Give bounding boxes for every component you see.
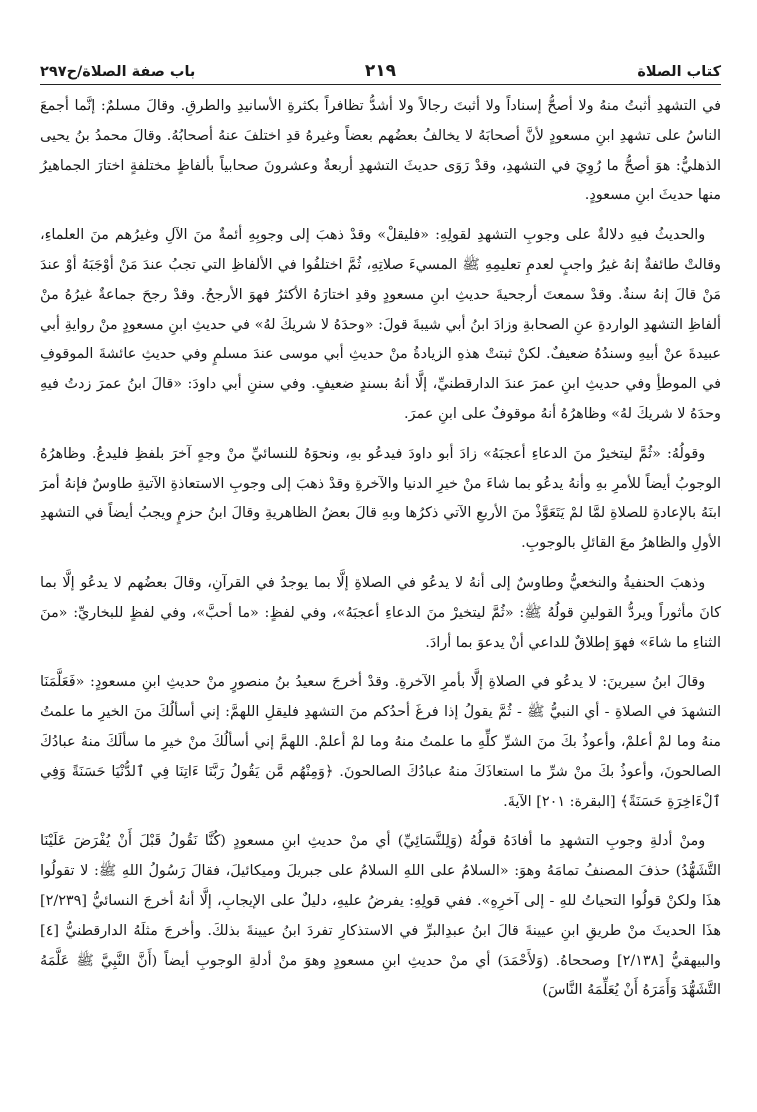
paragraph-1: في التشهدِ أثبتُ منهُ ولا أصحُّ إسناداً ولا أثبتَ رجالاً ولا أشدُّ تظافراً بكثرةِ الأسانيدِ والطرقِ. وقالَ مسلمٌ: إنَّما أجمعَ الناسُ على تشهدِ ابنِ مسعودٍ لأنَّ أصحابَهُ لا يخالفُ بعضُهم بعضاً وغيرهُ قدِ اختلفَ عنهُ أصحابُهُ. وقالَ محمدُ بنُ يحيى الذهليُّ: هوَ أصحُّ ما رُوِيَ في التشهدِ، وقدْ رَوَى حديثَ التشهدِ أربعةٌ وعشرونَ صحابياً بألفاظٍ مختلفةٍ اختارَ الجماهيرُ منها حديثَ ابنِ مسعودٍ.	[40, 98, 721, 204]
paragraph-6: ومنْ أدلةِ وجوبِ التشهدِ ما أفادَهُ قولُهُ (وَلِلنَّسَائِيِّ) أي منْ حديثِ ابنِ مسعودٍ (كُنَّا نَقُولُ قَبْلَ أَنْ يُفْرَضَ عَلَيْنَا التَّشَهُّدُ) حذفَ المصنفُ تمامَهُ وهوَ: «السلامُ على اللهِ السلامُ على جبريلَ وميكائيلَ، فقالَ رَسُولُ اللهِ ﷺ: لا تقولُوا هذَا ولكنْ قولُوا التحياتُ للهِ - إلى آخرِهِ». ففي قولِهِ: يفرضُ عليهِ، دليلٌ على الإيجابِ، إلَّا أنهُ أخرجَ النسائيُّ [٢/٢٣٩] هذَا الحديثَ منْ طريقِ ابنِ عيينةَ قالَ ابنُ عبدِالبرِّ في الاستذكارِ تفردَ ابنُ عيينةَ بذلكَ. وأخرجَ مثلَهُ الدارقطنيُّ [٤] والبيهقيُّ [٢/١٣٨] وصححاهُ. (وَلأَحْمَدَ) أي منْ حديثِ ابنِ مسعودٍ وهوَ منْ أدلةِ الوجوبِ أيضاً (أَنَّ النَّبِيَّ ﷺ عَلَّمَهُ التَّشَهُّدَ وَأَمَرَهُ أَنْ يُعَلِّمَهُ النَّاسَ)	[40, 833, 721, 999]
page-number: ٢١٩	[364, 61, 397, 81]
header-book-title: كتاب الصلاة	[637, 64, 721, 80]
paragraph-2: والحديثُ فيهِ دلالةٌ على وجوبِ التشهدِ لقولِهِ: «فليقلْ» وقدْ ذهبَ إلى وجوبِهِ أئمةٌ منَ الآلِ وغيرُهم منَ العلماءِ، وقالتْ طائفةٌ إنهُ غيرُ واجبٍ لعدمِ تعليمِهِ ﷺ المسيءَ صلاتِهِ، ثُمَّ اختلفُوا في الألفاظِ التي تجبُ عندَ مَنْ أوْجَبَهُ أوْ عندَ مَنْ قالَ إنهُ سنةٌ. وقدْ سمعتَ أرجحيةَ حديثِ ابنِ مسعودٍ وقدِ اختارَهُ الأكثرُ فهوَ الأرجحُ. وقدْ رجحَ جماعةٌ غيرُهُ منْ ألفاظِ التشهدِ الواردةِ عنِ الصحابةِ وزادَ ابنُ أبي شيبةَ قولَ: «وحدَهُ لا شريكَ لهُ» في حديثِ ابنِ مسعودٍ منْ روايةِ أبي عبيدةَ عنْ أبيهِ وسندُهُ ضعيفٌ. لكنْ ثبتتْ هذهِ الزيادةُ منْ حديثِ أبي موسى عندَ مسلمٍ وفي حديثِ عائشةَ الموقوفِ في الموطأِ وفي حديثِ ابنِ عمرَ عندَ الدارقطنيِّ، إلَّا أنهُ بسندٍ ضعيفٍ. وفي سننِ أبي داودَ: «قالَ ابنُ عمرَ زدتُ فيهِ وحدَهُ لا شريكَ لهُ» وظاهرُهُ أنهُ موقوفٌ على ابنِ عمرَ.	[40, 227, 721, 422]
paragraph-5: وقالَ ابنُ سيرينَ: لا يدعُو في الصلاةِ إلَّا بأمرِ الآخرةِ. وقدْ أخرجَ سعيدُ بنُ منصورٍ منْ حديثِ ابنِ مسعودٍ: «فَعَلَّمَنَا التشهدَ في الصلاةِ - أي النبيُّ ﷺ - ثُمَّ يقولُ إذا فرغَ أحدُكم منَ التشهدِ فليقلِ اللهمَّ: إني أسألُكَ منَ الخيرِ ما علمتُ منهُ وما لمْ أعلمْ، وأعوذُ بكَ منَ الشرِّ كلِّهِ ما علمتُ منهُ وما لمْ أعلمْ. اللهمَّ إني أسألُكَ منْ خيرِ ما سألَكَ منهُ عبادُكَ الصالحونَ، وأعوذُ بكَ منْ شرِّ ما استعاذَكَ منهُ عبادُكَ الصالحونَ. ﴿وَمِنْهُم مَّن يَقُولُ رَبَّنَا ءَاتِنَا فِي ٱلدُّنْيَا حَسَنَةً وَفِي ٱلْءَاخِرَةِ حَسَنَةً﴾ [البقرة: ٢٠١] الآيةَ.	[40, 674, 721, 810]
page-body	[40, 92, 721, 1006]
paragraph-4: وذهبَ الحنفيةُ والنخعيُّ وطاوسٌ إلى أنهُ لا يدعُو في الصلاةِ إلَّا بما يوجدُ في القرآنِ، وقالَ بعضُهم لا يدعُو إلَّا بما كانَ مأثوراً ويردُّ القولينِ قولُهُ ﷺ: «ثُمَّ ليتخيرْ منَ الدعاءِ أعجبَهُ»، وفي لفظٍ: «ما أحبَّ»، وفي لفظٍ للبخاريِّ: «منَ الثناءِ ما شاءَ» فهوَ إطلاقٌ للداعي أنْ يدعوَ بما أرادَ.	[40, 574, 721, 651]
paragraph-3: وقولُهُ: «ثُمَّ ليتخيرْ منَ الدعاءِ أعجبَهُ» زادَ أبو داودَ فيدعُو بهِ، ونحوَهُ للنسائيِّ منْ وجهٍ آخرَ بلفظِ فليدعُ. وظاهرُهُ الوجوبُ أيضاً للأمرِ بهِ وأنهُ يدعُو بما شاءَ منْ خيرِ الدنيا والآخرةِ وقدْ ذهبَ إلى وجوبِ الاستعاذةِ الآتيةِ طاوسٌ فإنهُ أمرَ ابنَهُ بالإعادةِ للصلاةِ لمَّا لمْ يَتَعَوَّذْ منَ الأربعِ الآتي ذكرُها وبهِ قالَ بعضُ الظاهريةِ وقالَ ابنُ حزمٍ ويجبُ أيضاً في التشهدِ الأولِ والظاهرُ معَ القائلِ بالوجوبِ.	[40, 445, 721, 552]
header-chapter-title: باب صفة الصلاة/ح٢٩٧	[40, 64, 196, 80]
running-header	[40, 54, 721, 85]
